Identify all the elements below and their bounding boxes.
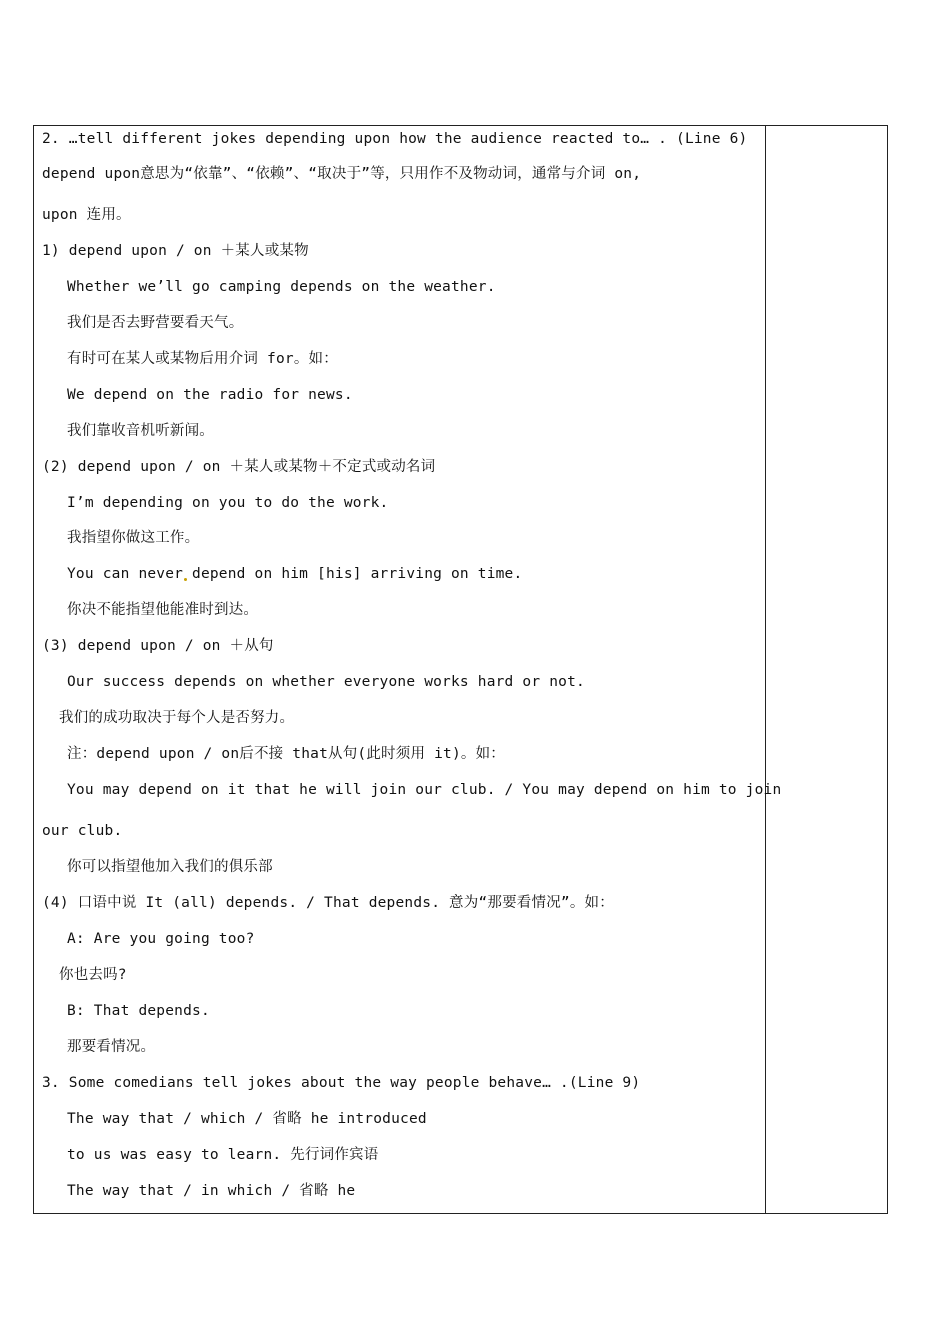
example-zh: 我们是否去野营要看天气。 xyxy=(67,315,244,331)
definition-line-1: depend upon意思为“依靠”、“依赖”、“取决于”等，只用作不及物动词，通常与介词 on, xyxy=(42,166,642,182)
example-en: The way that / which / 省略 he introduced xyxy=(67,1111,427,1127)
example-zh: 你决不能指望他能准时到达。 xyxy=(67,602,259,618)
usage-3-heading: (3) depend upon / on ＋从句 xyxy=(42,638,274,654)
example-en: The way that / in which / 省略 he xyxy=(67,1183,356,1199)
usage-1-heading: 1) depend upon / on ＋某人或某物 xyxy=(42,243,309,259)
example-en: We depend on the radio for news. xyxy=(67,387,353,403)
note-line: 有时可在某人或某物后用介词 for。如： xyxy=(67,351,338,367)
example-zh: 我们靠收音机听新闻。 xyxy=(67,423,214,439)
dialogue-b: B: That depends. xyxy=(67,1003,210,1019)
example-en: I’m depending on you to do the work. xyxy=(67,495,389,511)
dialogue-a-zh: 你也去吗? xyxy=(59,967,127,983)
example-zh: 你可以指望他加入我们的俱乐部 xyxy=(67,859,273,875)
dialogue-a: A: Are you going too? xyxy=(67,931,255,947)
example-en: You may depend on it that he will join our club. / You may depend on him to join xyxy=(67,782,782,798)
note-line: 注：depend upon / on后不接 that从句(此时须用 it)。如： xyxy=(67,746,505,762)
usage-2-heading: (2) depend upon / on ＋某人或某物＋不定式或动名词 xyxy=(42,459,436,475)
usage-4-heading: (4) 口语中说 It (all) depends. / That depends. 意为“那要看情况”。如： xyxy=(42,895,614,911)
point-3-heading: 3. Some comedians tell jokes about the way people behave… .(Line 9) xyxy=(42,1075,641,1091)
example-en-continued: our club. xyxy=(42,823,123,839)
example-en: Whether we’ll go camping depends on the weather. xyxy=(67,279,496,295)
example-zh: 我们的成功取决于每个人是否努力。 xyxy=(59,710,295,726)
example-en: to us was easy to learn. 先行词作宾语 xyxy=(67,1147,379,1163)
notes-column xyxy=(766,126,887,1213)
example-en: Our success depends on whether everyone works hard or not. xyxy=(67,674,585,690)
example-en: You can never depend on him [his] arriving on time. xyxy=(67,566,523,582)
point-2-heading: 2. …tell different jokes depending upon how the audience reacted to… . (Line 6) xyxy=(42,131,748,147)
example-zh: 我指望你做这工作。 xyxy=(67,530,200,546)
dialogue-b-zh: 那要看情况。 xyxy=(67,1039,156,1055)
document-table xyxy=(33,125,888,1214)
definition-line-2: upon 连用。 xyxy=(42,207,131,223)
